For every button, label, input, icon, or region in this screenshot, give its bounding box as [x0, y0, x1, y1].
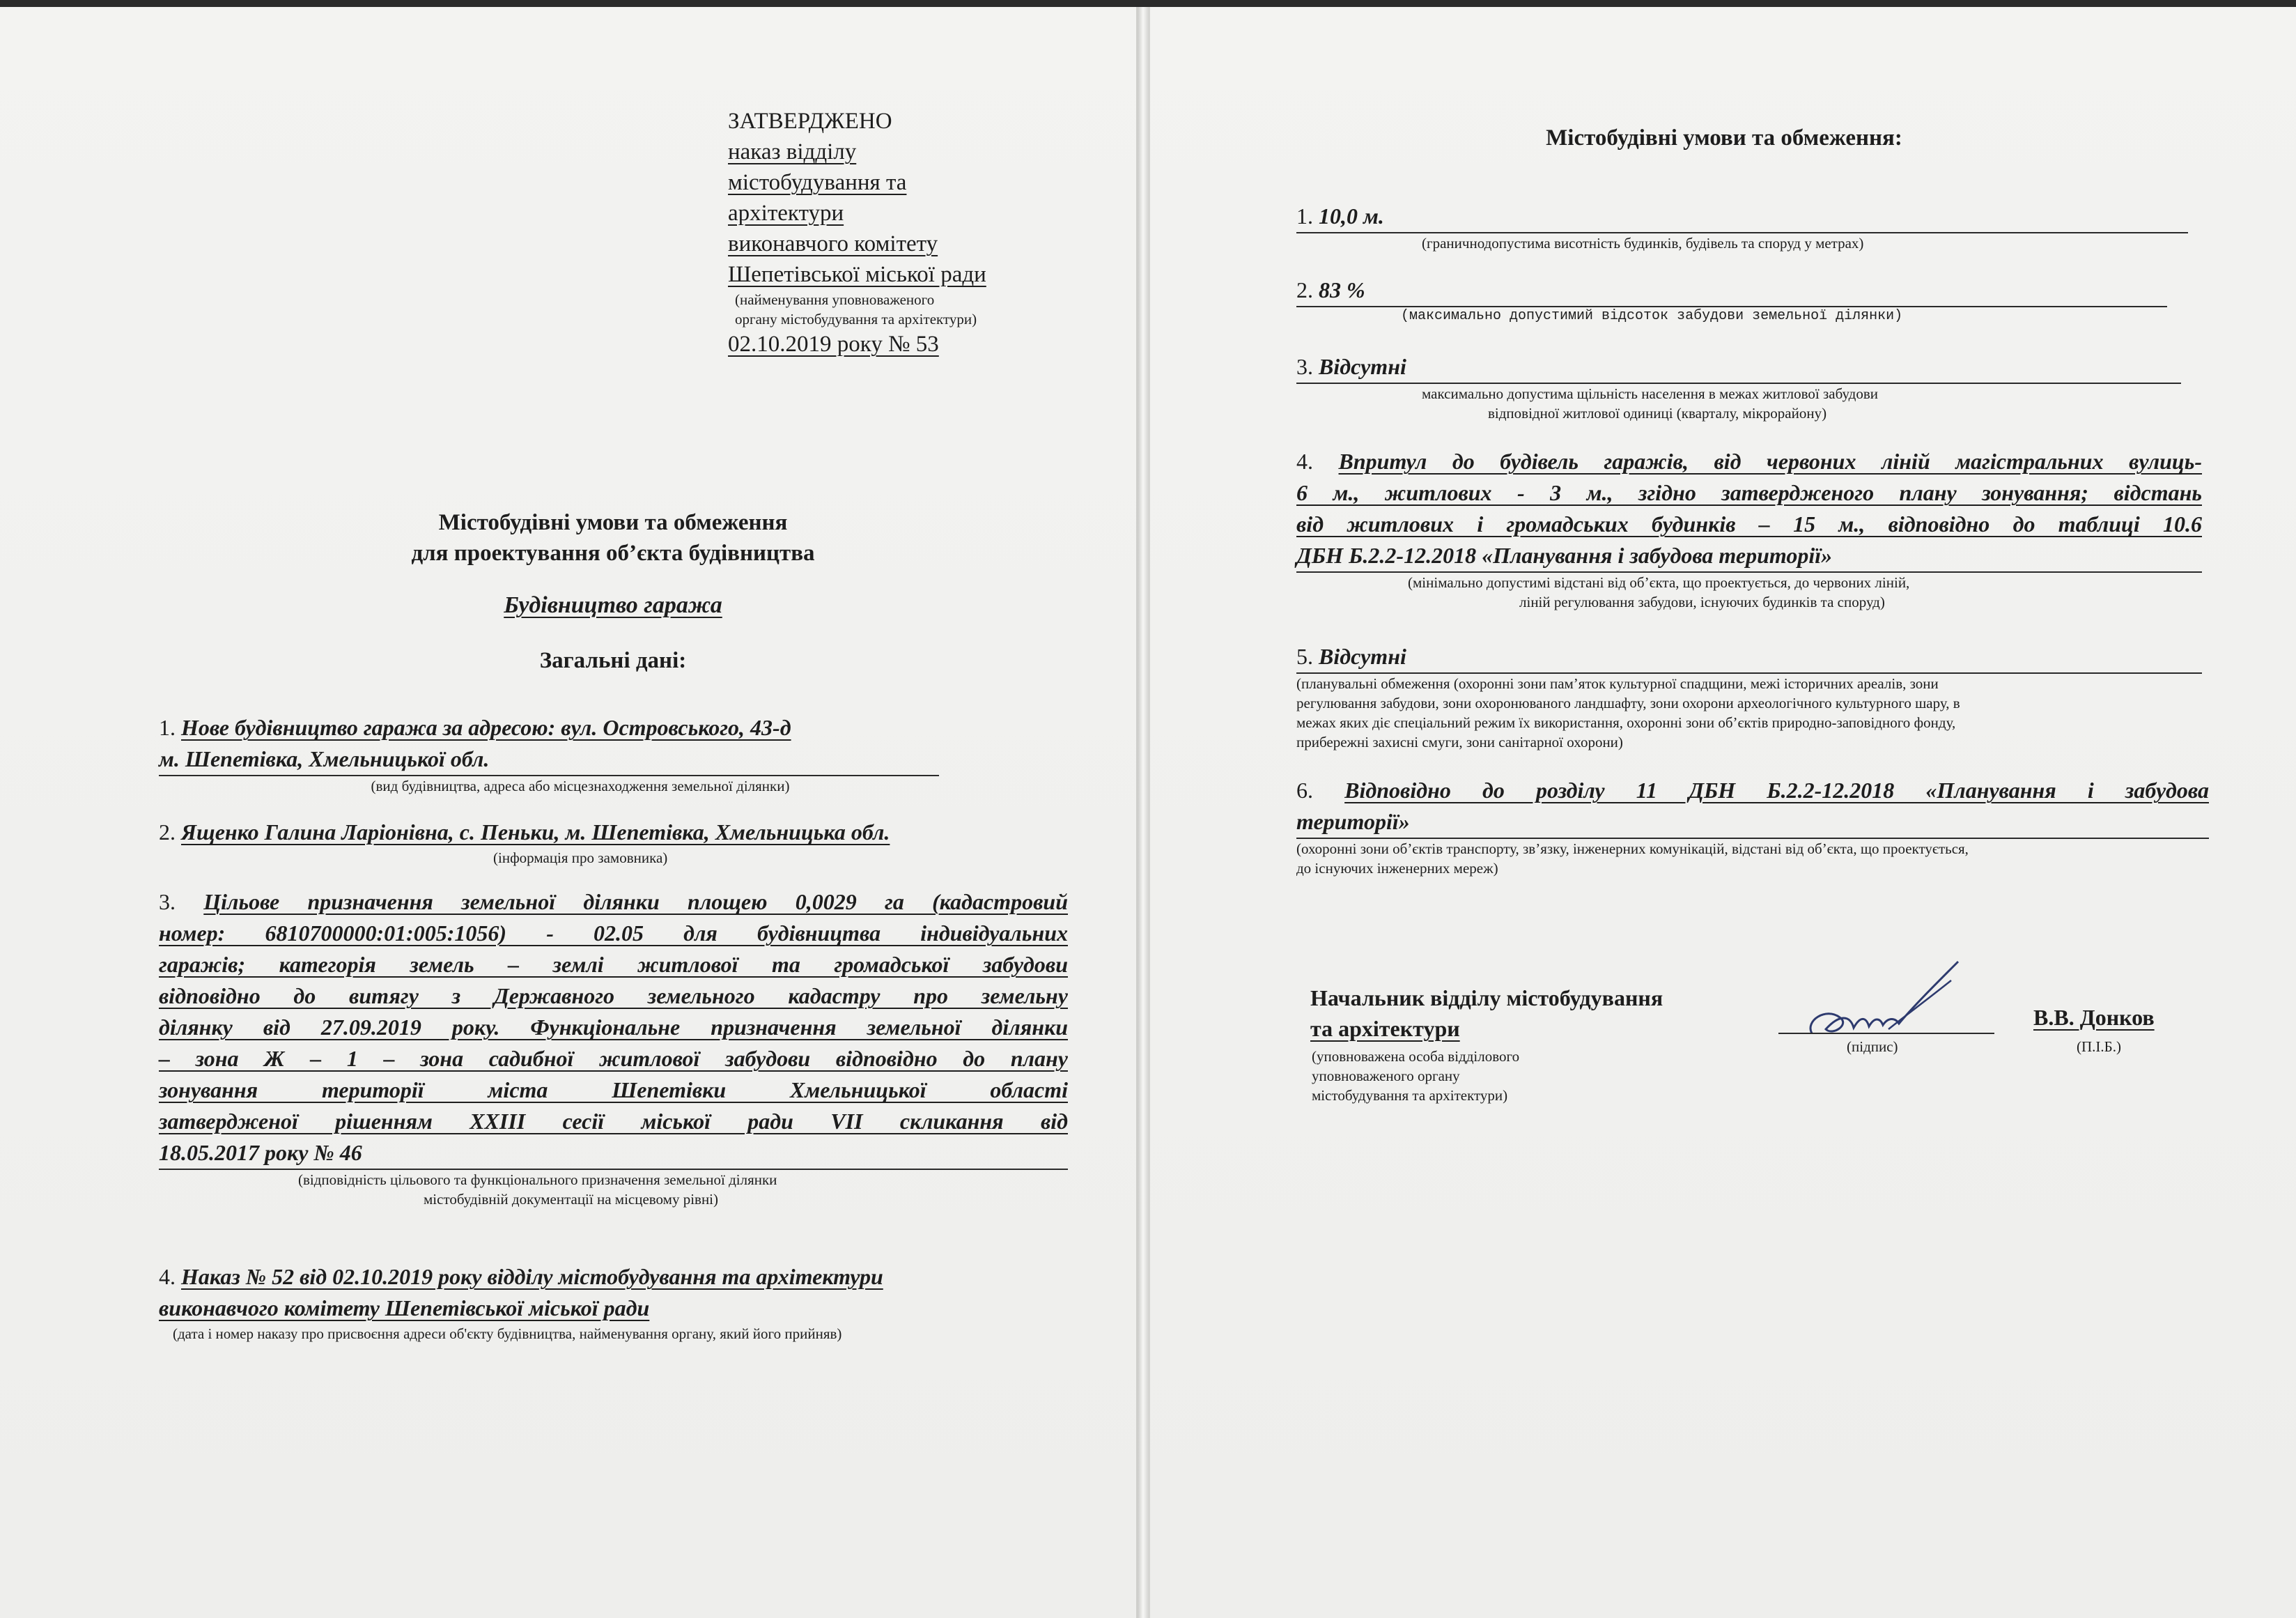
- item-text: зонування території міста Шепетівки Хмельницької області: [159, 1077, 1068, 1102]
- item-value: Відсутні: [1319, 644, 1406, 669]
- approval-line: містобудування та: [728, 170, 907, 195]
- signature-note: (підпис): [1847, 1038, 1898, 1055]
- position-line: та архітектури: [1310, 1016, 1460, 1041]
- item-text: ДБН Б.2.2-12.2018 «Планування і забудова території»: [1296, 543, 1833, 568]
- item-note: (дата і номер наказу про присвоєння адреси об'єкту будівництва, найменування органу, який його прийняв): [173, 1325, 842, 1342]
- item-note: містобудівній документації на місцевому рівні): [424, 1191, 719, 1208]
- restriction-5: [1296, 641, 2202, 752]
- item-note: регулювання забудови, зони охоронюваного ландшафту, зони охорони археологічного культурного шару, в: [1296, 695, 1960, 711]
- approval-line: Шепетівської міської ради: [728, 262, 986, 287]
- item-text: Наказ № 52 від 02.10.2019 року відділу містобудування та архітектури: [181, 1264, 883, 1289]
- item-text: відповідно до витягу з Державного земельного кадастру про земельну: [159, 983, 1068, 1008]
- item-text: 18.05.2017 року № 46: [159, 1140, 362, 1165]
- item-text: – зона Ж – 1 – зона садибної житлової забудови відповідно до плану: [159, 1046, 1068, 1071]
- item-text: від житлових і громадських будинків – 15 м., відповідно до таблиці 10.6: [1296, 511, 2202, 537]
- item-note: (максимально допустимий відсоток забудови земельної ділянки): [1401, 308, 1903, 324]
- item-number: 6.: [1296, 778, 1313, 803]
- item-number: 3.: [159, 889, 176, 914]
- item-note: (вид будівництва, адреса або місцезнаходження земельної ділянки): [371, 778, 790, 794]
- item-number: 4.: [159, 1264, 176, 1289]
- approval-note: (найменування уповноваженого: [735, 291, 935, 308]
- item-text: території»: [1296, 809, 1410, 834]
- item-number: 3.: [1296, 354, 1313, 379]
- signatory-name: В.В. Донков: [2033, 1005, 2155, 1030]
- item-value: Відсутні: [1319, 354, 1406, 379]
- item-text: Впритул до будівель гаражів, від червоних ліній магістральних вулиць-: [1338, 449, 2203, 474]
- general-item-3: [159, 886, 1068, 1209]
- item-note: (охоронні зони об’єктів транспорту, зв’язку, інженерних комунікацій, відстані від об’єкта, що проектується,: [1296, 840, 1969, 857]
- restriction-4: [1296, 446, 2202, 612]
- page-fold: [1138, 7, 1148, 1618]
- approval-heading: ЗАТВЕРДЖЕНО: [728, 109, 892, 134]
- approval-date: 02.10.2019 року № 53: [728, 332, 939, 357]
- item-note: відповідної житлової одиниці (кварталу, мікрорайону): [1488, 405, 1827, 422]
- item-value: 83 %: [1319, 277, 1365, 302]
- item-text: Нове будівництво гаража за адресою: вул. Островського, 43-д: [181, 715, 791, 740]
- item-note: до існуючих інженерних мереж): [1296, 860, 1498, 877]
- item-text: 6 м., житлових - 3 м., згідно затвердженого плану зонування; відстань: [1296, 480, 2202, 505]
- note-line: містобудування та архітектури): [1312, 1087, 1508, 1104]
- left-page: [0, 7, 1138, 1618]
- approval-note: органу містобудування та архітектури): [735, 311, 977, 328]
- item-number: 4.: [1296, 449, 1313, 474]
- item-number: 1.: [1296, 203, 1313, 229]
- item-text: Відповідно до розділу 11 ДБН Б.2.2-12.2018 «Планування і забудова: [1344, 778, 2209, 803]
- item-note: межах яких діє спеціальний режим їх використання, охоронні зони об’єктів природно-заповідного фонду,: [1296, 714, 1956, 731]
- object-name: Будівництво гаража: [504, 592, 722, 618]
- item-note: ліній регулювання забудови, існуючих будинків та споруд): [1519, 594, 1885, 610]
- item-text: ділянку від 27.09.2019 року. Функціональне призначення земельної ділянки: [159, 1015, 1068, 1040]
- position-line: Начальник відділу містобудування: [1310, 985, 1663, 1010]
- item-note: (мінімально допустимі відстані від об’єкта, що проектується, до червоних ліній,: [1408, 574, 1910, 591]
- item-text: затвердженої рішенням XXIII сесії міської ради VII скликання від: [159, 1109, 1068, 1134]
- item-text: м. Шепетівка, Хмельницької обл.: [159, 746, 490, 771]
- general-item-2: [159, 817, 1064, 868]
- item-number: 1.: [159, 715, 176, 740]
- general-item-1: [159, 712, 946, 796]
- name-note: (П.І.Б.): [2077, 1038, 2121, 1055]
- item-note: (планувальні обмеження (охоронні зони пам’яток культурної спадщини, межі історичних ареалів, зони: [1296, 675, 1939, 692]
- item-text: виконавчого комітету Шепетівської міської ради: [159, 1295, 650, 1320]
- note-line: уповноваженого органу: [1312, 1068, 1460, 1084]
- approval-line: наказ відділу: [728, 139, 857, 164]
- item-number: 5.: [1296, 644, 1313, 669]
- item-note: (граничнодопустима висотність будинків, будівель та споруд у метрах): [1422, 235, 1864, 252]
- signatory-position: [1310, 983, 1663, 1044]
- item-text: гаражів; категорія земель – землі житлової та громадської забудови: [159, 952, 1068, 977]
- restrictions-title: Містобудівні умови та обмеження:: [1546, 125, 1902, 151]
- restriction-1: [1296, 201, 2188, 253]
- document-title: [160, 507, 1066, 569]
- item-text: номер: 6810700000:01:005:1056) - 02.05 для будівництва індивідуальних: [159, 920, 1068, 946]
- restriction-3: [1296, 351, 2181, 423]
- item-note: прибережні захисні смуги, зони санітарної охорони): [1296, 734, 1623, 750]
- signatory-note: [1312, 1047, 1519, 1105]
- item-note: (інформація про замовника): [493, 849, 668, 866]
- item-value: 10,0 м.: [1319, 203, 1384, 229]
- item-text: Цільове призначення земельної ділянки площею 0,0029 га (кадастровий: [203, 889, 1069, 914]
- section-heading: Загальні дані:: [539, 648, 687, 673]
- right-page: [1148, 7, 2296, 1618]
- general-item-4: [159, 1261, 1085, 1343]
- item-text: Ященко Галина Ларіонівна, с. Пеньки, м. Шепетівка, Хмельницька обл.: [181, 819, 890, 845]
- title-line: для проектування об’єкта будівництва: [411, 541, 815, 566]
- item-number: 2.: [159, 819, 176, 845]
- item-note: (відповідність цільового та функціонального призначення земельної ділянки: [298, 1171, 777, 1188]
- restriction-6: [1296, 775, 2209, 878]
- signature-line: [1778, 1033, 1994, 1034]
- approval-block: [728, 106, 986, 360]
- title-line: Містобудівні умови та обмеження: [438, 510, 788, 535]
- restriction-2: [1296, 275, 2167, 325]
- note-line: (уповноважена особа відділового: [1312, 1048, 1520, 1065]
- approval-line: виконавчого комітету: [728, 231, 938, 256]
- item-number: 2.: [1296, 277, 1313, 302]
- approval-line: архітектури: [728, 201, 844, 226]
- item-note: максимально допустима щільність населення в межах житлової забудови: [1422, 385, 1878, 402]
